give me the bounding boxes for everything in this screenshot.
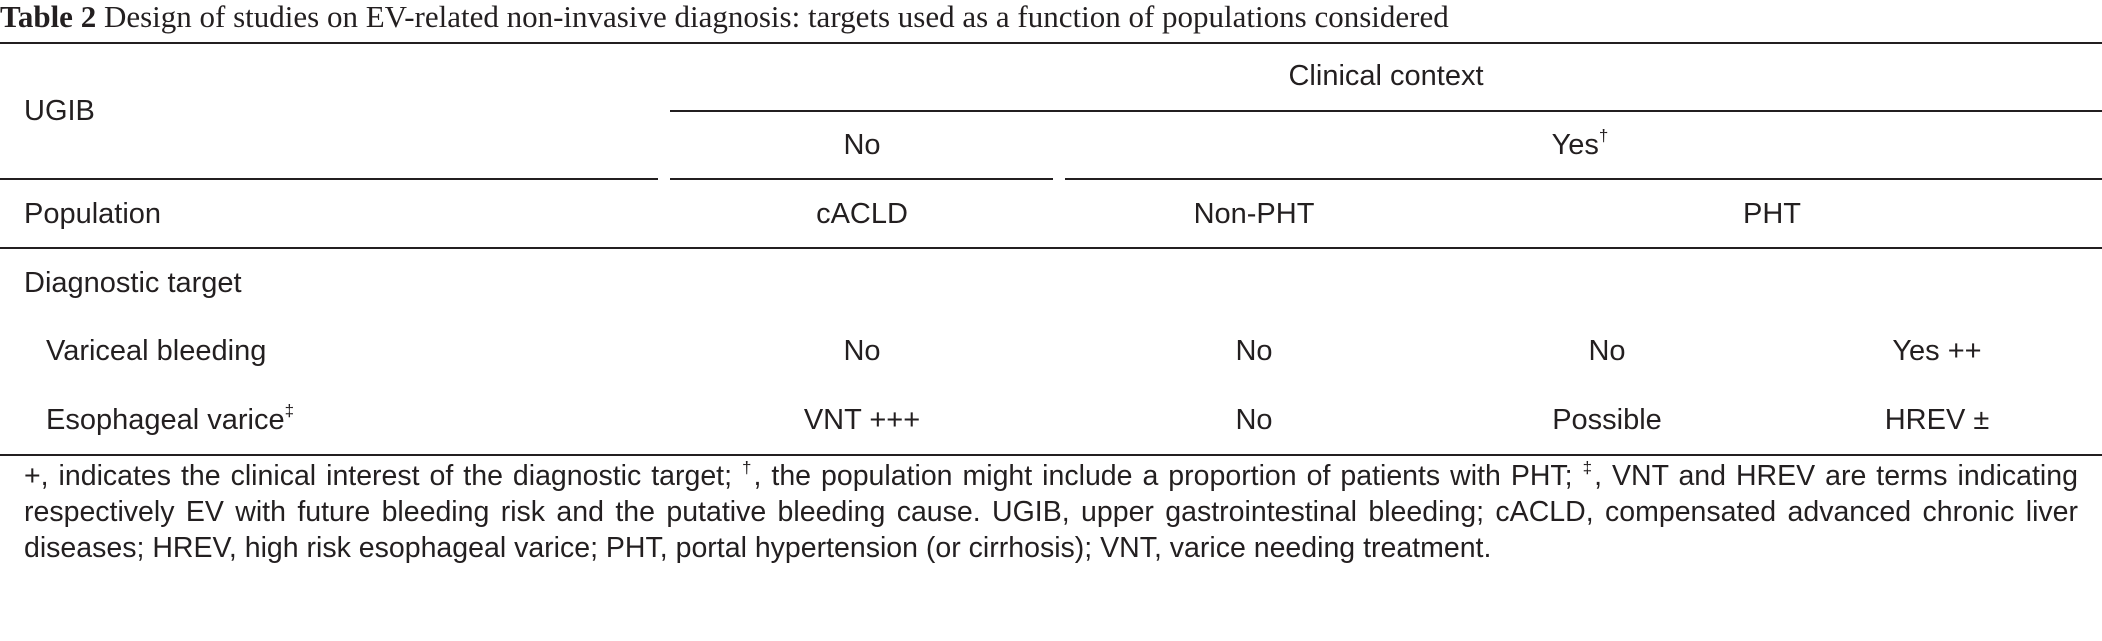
population-pht: PHT	[1743, 198, 1801, 230]
diagnostic-target-label: Diagnostic target	[24, 267, 242, 299]
variceal-bleeding-pht-1: No	[1588, 335, 1626, 367]
variceal-bleeding-non-pht: No	[1235, 335, 1273, 367]
variceal-bleeding-label: Variceal bleeding	[46, 335, 267, 367]
clinical-context-header: Clinical context	[1288, 60, 1484, 92]
footnote-double-dagger: ‡	[1582, 457, 1595, 477]
variceal-bleeding-cacld: No	[843, 335, 881, 367]
esophageal-varice-cacld: VNT +++	[803, 404, 921, 436]
footnote-part-1: +, indicates the clinical interest of the diagnostic target;	[24, 460, 742, 492]
yes-rule	[1065, 178, 2102, 180]
population-rule	[0, 247, 2102, 249]
table-footnote	[24, 458, 2078, 566]
clinical-context-rule	[670, 110, 2102, 112]
yes-header-label: Yes	[1551, 129, 1599, 161]
caption-label: Table 2	[0, 0, 97, 34]
population-non-pht: Non-PHT	[1193, 198, 1315, 230]
population-cacld: cACLD	[816, 198, 908, 230]
caption-text: Design of studies on EV-related non-invasive diagnosis: targets used as a function of populations considered	[103, 0, 1449, 34]
double-dagger-mark: ‡	[284, 401, 295, 421]
top-rule	[0, 42, 2102, 44]
no-rule	[670, 178, 1053, 180]
bottom-rule	[0, 454, 2102, 456]
variceal-bleeding-pht-2: Yes ++	[1892, 335, 1982, 367]
footnote-part-3: , VNT and HREV are terms indicating respectively EV with future bleeding risk and the putative bleeding cause. UGIB, upper gastrointestinal bleeding; cACLD, compensated advanced chronic liver diseases; HREV, high risk esophageal varice; PHT, portal hypertension (or cirrhosis); VNT, varice needing treatment.	[24, 460, 2078, 564]
esophageal-varice-non-pht: No	[1235, 404, 1273, 436]
no-header: No	[843, 129, 881, 161]
esophageal-varice-pht-1: Possible	[1552, 404, 1662, 436]
table-caption	[0, 0, 1449, 40]
footnote-dagger: †	[741, 457, 754, 477]
population-label: Population	[24, 198, 162, 230]
esophageal-varice-label-cell	[46, 402, 294, 438]
esophageal-varice-label: Esophageal varice	[46, 404, 285, 436]
esophageal-varice-pht-2: HREV ±	[1884, 404, 1990, 436]
ugib-rule	[0, 178, 658, 180]
ugib-header: UGIB	[24, 95, 95, 127]
footnote-part-2: , the population might include a proportion of patients with PHT;	[753, 460, 1583, 492]
yes-header	[1552, 127, 1609, 163]
dagger-mark: †	[1598, 126, 1609, 146]
